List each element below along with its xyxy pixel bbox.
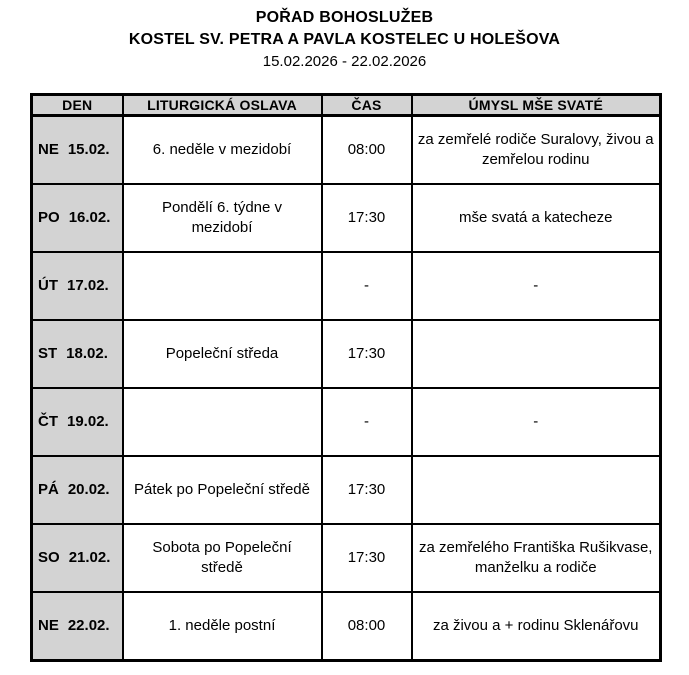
schedule-table <box>30 93 662 662</box>
time-cell: 08:00 <box>322 116 412 185</box>
time-cell: - <box>322 252 412 320</box>
celebration-cell: Popeleční středa <box>123 320 322 388</box>
intention-cell <box>412 456 661 524</box>
intention-cell: za zemřelé rodiče Suralovy, živou a zemřelou rodinu <box>412 116 661 185</box>
day-cell <box>32 456 123 524</box>
day-cell <box>32 184 123 252</box>
day-date: 21.02. <box>68 549 111 567</box>
time-cell: 17:30 <box>322 184 412 252</box>
col-header-time: ČAS <box>322 95 412 116</box>
day-abbr: ČT <box>38 413 58 431</box>
day-cell <box>32 252 123 320</box>
table-row <box>32 320 661 388</box>
col-header-day: DEN <box>32 95 123 116</box>
table-row <box>32 184 661 252</box>
day-date: 17.02. <box>67 277 109 295</box>
intention-cell: - <box>412 252 661 320</box>
col-header-celebration: LITURGICKÁ OSLAVA <box>123 95 322 116</box>
day-date: 16.02. <box>68 209 111 227</box>
date-range: 15.02.2026 - 22.02.2026 <box>262 53 427 70</box>
table-row <box>32 116 661 185</box>
day-abbr: ÚT <box>38 277 58 295</box>
church-name: KOSTEL SV. PETRA A PAVLA KOSTELEC U HOLEŠOVA <box>128 31 561 48</box>
header-row <box>32 95 661 116</box>
day-date: 19.02. <box>67 413 109 431</box>
celebration-cell: Pátek po Popeleční středě <box>123 456 322 524</box>
day-abbr: ST <box>38 345 58 363</box>
day-cell <box>32 116 123 185</box>
day-date: 22.02. <box>67 617 110 635</box>
table-body <box>32 116 661 661</box>
intention-cell: - <box>412 388 661 456</box>
day-date: 18.02. <box>66 345 108 363</box>
celebration-cell <box>123 252 322 320</box>
time-cell: 17:30 <box>322 456 412 524</box>
col-header-intention: ÚMYSL MŠE SVATÉ <box>412 95 661 116</box>
time-cell: 17:30 <box>322 320 412 388</box>
table-row <box>32 456 661 524</box>
time-cell: - <box>322 388 412 456</box>
celebration-cell: Pondělí 6. týdne v mezidobí <box>123 184 322 252</box>
intention-cell: za zemřelého Františka Rušikvase, manželku a rodiče <box>412 524 661 592</box>
day-cell <box>32 388 123 456</box>
day-cell <box>32 592 123 661</box>
celebration-cell <box>123 388 322 456</box>
table-row <box>32 388 661 456</box>
intention-cell: za živou a + rodinu Sklenářovu <box>412 592 661 661</box>
time-cell: 17:30 <box>322 524 412 592</box>
day-abbr: PÁ <box>38 481 59 499</box>
day-cell <box>32 320 123 388</box>
intention-cell: mše svatá a katecheze <box>412 184 661 252</box>
day-date: 15.02. <box>67 141 110 159</box>
day-date: 20.02. <box>67 481 110 499</box>
table-header <box>32 95 661 116</box>
celebration-cell: Sobota po Popeleční středě <box>123 524 322 592</box>
day-abbr: PO <box>38 209 60 227</box>
page-title: POŘAD BOHOSLUŽEB <box>255 9 434 26</box>
table-row <box>32 592 661 661</box>
celebration-cell: 6. neděle v mezidobí <box>123 116 322 185</box>
table-row <box>32 252 661 320</box>
celebration-cell: 1. neděle postní <box>123 592 322 661</box>
title-block <box>0 0 689 73</box>
intention-cell <box>412 320 661 388</box>
day-abbr: SO <box>38 549 60 567</box>
day-cell <box>32 524 123 592</box>
day-abbr: NE <box>38 617 59 635</box>
table-row <box>32 524 661 592</box>
time-cell: 08:00 <box>322 592 412 661</box>
day-abbr: NE <box>38 141 59 159</box>
